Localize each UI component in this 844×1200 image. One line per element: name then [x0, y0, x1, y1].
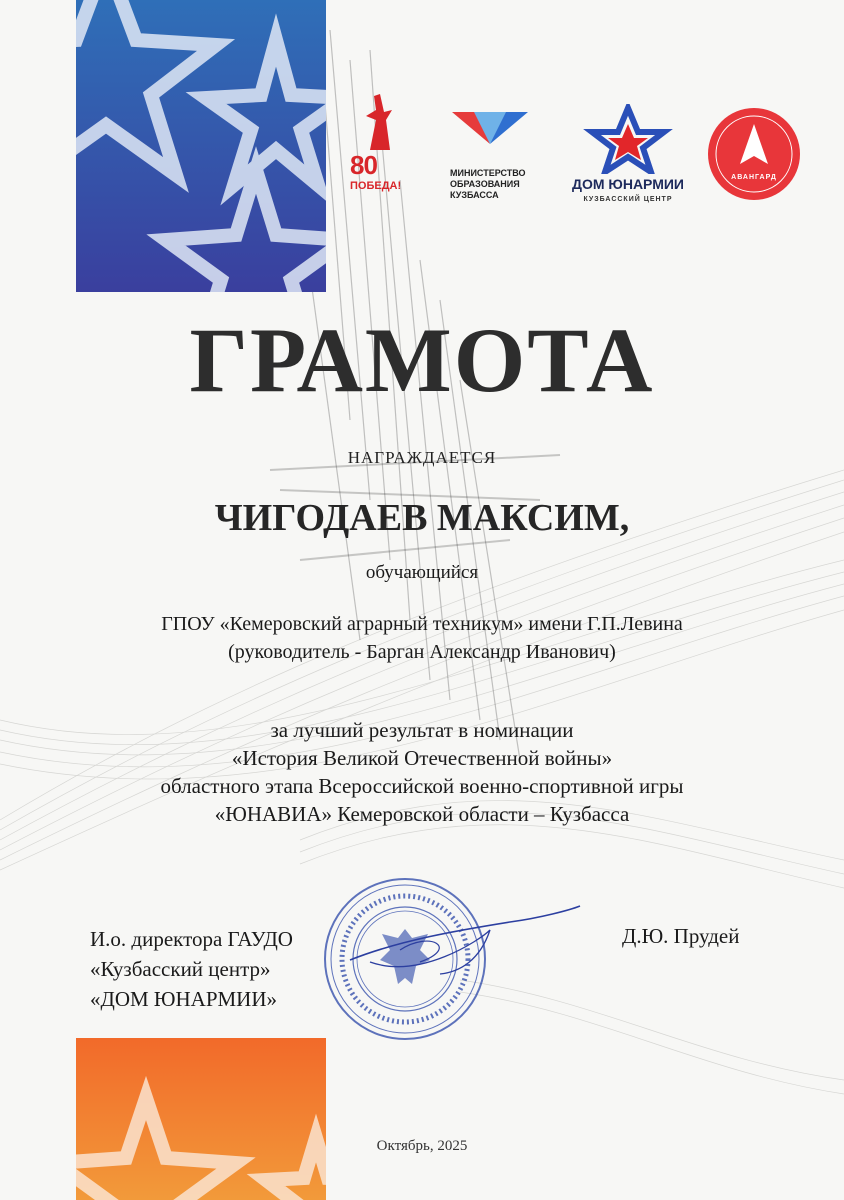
dom-unarmii-subtitle: КУЗБАССКИЙ ЦЕНТР	[583, 196, 673, 203]
reason-line: за лучший результат в номинации	[270, 718, 574, 742]
issue-date: Октябрь, 2025	[376, 1138, 468, 1154]
signer-line: «Кузбасский центр»	[90, 957, 271, 981]
handwritten-signature	[340, 900, 590, 990]
ministry-line-3: КУЗБАССА	[450, 190, 499, 200]
ministry-logo	[444, 104, 544, 208]
institution-block	[0, 610, 844, 666]
recipient-name: ЧИГОДАЕВ МАКСИМ,	[214, 497, 630, 539]
signer-line: «ДОМ ЮНАРМИИ»	[90, 987, 278, 1011]
institution-name: ГПОУ «Кемеровский аграрный техникум» имени Г.П.Левина	[161, 613, 683, 635]
institution-head: (руководитель - Барган Александр Иванович)	[228, 641, 616, 663]
avangard-logo	[706, 106, 802, 202]
victory-number: 80	[350, 150, 377, 180]
awarded-label: НАГРАЖДАЕТСЯ	[347, 448, 497, 467]
signer-name: Д.Ю. Прудей	[622, 924, 740, 948]
avangard-label: АВАНГАРД	[731, 174, 777, 181]
victory-80-logo	[346, 92, 416, 204]
star-emblem-icon	[568, 104, 688, 174]
dom-unarmii-title: ДОМ ЮНАРМИИ	[571, 176, 684, 192]
ministry-line-2: ОБРАЗОВАНИЯ	[450, 179, 520, 189]
motherland-statue-icon	[346, 92, 416, 152]
orange-star-panel	[76, 1038, 326, 1200]
victory-word: ПОБЕДА!	[350, 180, 402, 192]
ministry-emblem-icon	[444, 104, 534, 164]
ministry-line-1: МИНИСТЕРСТВО	[450, 168, 526, 178]
reason-line: областного этапа Всероссийской военно-спортивной игры	[160, 774, 684, 798]
signer-line: И.о. директора ГАУДО	[90, 927, 293, 951]
reason-line: «ЮНАВИА» Кемеровской области – Кузбасса	[214, 802, 630, 826]
avangard-emblem-icon	[706, 106, 802, 202]
certificate-title: ГРАМОТА	[189, 309, 655, 411]
recipient-role: обучающийся	[365, 562, 479, 583]
reason-line: «История Великой Отечественной войны»	[231, 746, 613, 770]
award-reason	[0, 716, 844, 828]
blue-star-panel	[76, 0, 326, 292]
dom-unarmii-logo	[568, 104, 688, 208]
signer-position	[90, 924, 350, 1014]
